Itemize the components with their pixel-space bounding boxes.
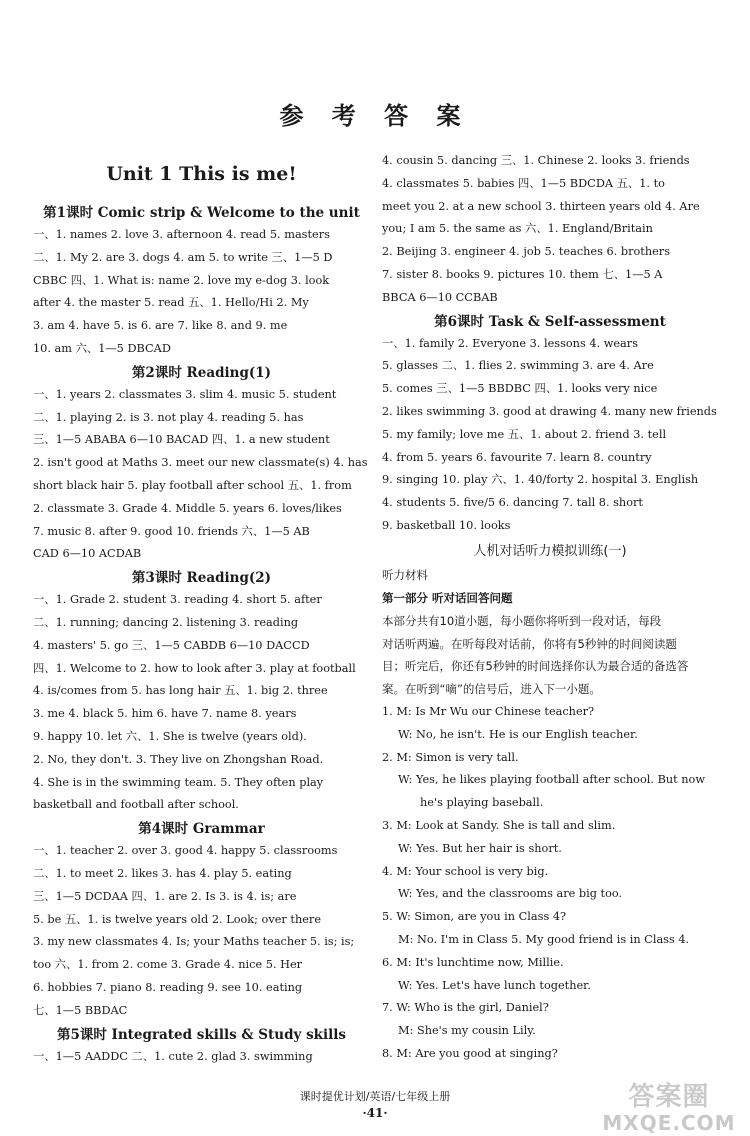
answer-line: 7. music 8. after 9. good 10. friends 六、1—5 AB xyxy=(33,524,310,538)
lesson-heading: 第3课时 Reading(2) xyxy=(131,570,272,587)
answer-line: 二、1. to meet 2. likes 3. has 4. play 5. eating xyxy=(33,866,292,880)
dialogue-reply: W: Yes, and the classrooms are big too. xyxy=(398,887,623,901)
dialogue-line: 4. M: Your school is very big. xyxy=(382,864,549,878)
dialogue-line: 6. M: It's lunchtime now, Millie. xyxy=(382,955,564,969)
answer-line: 5. comes 三、1—5 BBDBC 四、1. looks very nice xyxy=(382,382,658,396)
answer-line: BBCA 6—10 CCBAB xyxy=(382,290,498,304)
answer-line: 4. classmates 5. babies 四、1—5 BDCDA 五、1. to xyxy=(382,176,665,190)
left-column xyxy=(33,150,370,1068)
dialogue-reply: M: She's my cousin Lily. xyxy=(398,1024,536,1038)
answer-line: CAD 6—10 ACDAB xyxy=(33,547,142,561)
section-title: 人机对话听力模拟训练(一) xyxy=(473,543,627,559)
answer-line: 3. am 4. have 5. is 6. are 7. like 8. and 9. me xyxy=(33,319,288,333)
lesson-heading: 第5课时 Integrated skills & Study skills xyxy=(56,1026,347,1043)
answer-line: 一、1. names 2. love 3. afternoon 4. read 5. masters xyxy=(33,228,330,241)
page-footer: 课时提优计划/英语/七年级上册 xyxy=(299,1090,451,1103)
answer-line: basketball and football after school. xyxy=(33,798,239,812)
answer-line: 一、1. teacher 2. over 3. good 4. happy 5. classrooms xyxy=(33,844,338,858)
instruction-line: 案。在听到“嘀”的信号后，进入下一小题。 xyxy=(382,682,601,697)
answer-line: 4. from 5. years 6. favourite 7. learn 8. country xyxy=(382,450,652,464)
answer-line: 9. happy 10. let 六、1. She is twelve (years old). xyxy=(33,729,307,743)
dialogue-line: 8. M: Are you good at singing? xyxy=(382,1046,558,1060)
answer-line: 5. my family; love me 五、1. about 2. friend 3. tell xyxy=(382,427,667,441)
answer-line: 5. be 五、1. is twelve years old 2. Look; over there xyxy=(33,912,321,926)
answer-line: 4. is/comes from 5. has long hair 五、1. big 2. three xyxy=(33,684,328,698)
answer-line: 2. Beijing 3. engineer 4. job 5. teaches 6. brothers xyxy=(382,245,670,259)
answer-line: 七、1—5 BBDAC xyxy=(33,1003,128,1017)
watermark-line1: 答案圈 xyxy=(628,1082,710,1112)
left-answer-blocks xyxy=(33,202,370,1068)
watermark-logo xyxy=(598,1082,740,1135)
page-number: ·41· xyxy=(362,1106,388,1120)
answer-line: 5. glasses 二、1. flies 2. swimming 3. are 4. Are xyxy=(382,359,654,373)
answer-line: 2. No, they don't. 3. They live on Zhongshan Road. xyxy=(33,752,324,766)
dialogue-reply: W: Yes. But her hair is short. xyxy=(398,841,562,855)
dialogue-reply: W: No, he isn't. He is our English teacher. xyxy=(398,727,638,741)
answer-line: 四、1. Welcome to 2. how to look after 3. play at football xyxy=(33,661,356,675)
answer-line: 二、1. playing 2. is 3. not play 4. reading 5. has xyxy=(33,410,304,424)
answer-line: 9. singing 10. play 六、1. 40/forty 2. hospital 3. English xyxy=(382,473,699,487)
right-answer-blocks xyxy=(382,150,718,1066)
dialogue-reply: W: Yes. Let's have lunch together. xyxy=(398,978,591,992)
answer-line: 7. sister 8. books 9. pictures 10. them 七、1—5 A xyxy=(382,267,663,281)
answer-line: 二、1. running; dancing 2. listening 3. reading xyxy=(33,615,299,629)
answer-line: 2. isn't good at Maths 3. meet our new classmate(s) 4. has xyxy=(33,456,368,470)
answer-line: 二、1. My 2. are 3. dogs 4. am 5. to write 三、1—5 D xyxy=(33,250,333,264)
answer-line: 一、1. years 2. classmates 3. slim 4. music 5. student xyxy=(33,387,337,401)
answer-line: you; I am 5. the same as 六、1. England/Britain xyxy=(382,222,653,236)
answer-line: 4. cousin 5. dancing 三、1. Chinese 2. looks 3. friends xyxy=(382,154,690,167)
answer-line: 4. masters' 5. go 三、1—5 CABDB 6—10 DACCD xyxy=(33,638,310,652)
right-column xyxy=(382,150,718,1066)
answer-line: 4. students 5. five/5 6. dancing 7. tall 8. short xyxy=(382,496,643,510)
lesson-heading: 第4课时 Grammar xyxy=(138,821,265,838)
dialogue-line: 1. M: Is Mr Wu our Chinese teacher? xyxy=(382,704,595,718)
material-label: 听力材料 xyxy=(382,567,428,582)
page-title: 参 考 答 案 xyxy=(279,102,471,130)
answer-line: too 六、1. from 2. come 3. Grade 4. nice 5. Her xyxy=(33,958,303,972)
dialogue-line: 3. M: Look at Sandy. She is tall and slim. xyxy=(382,818,616,832)
lesson-heading: 第6课时 Task & Self-assessment xyxy=(434,313,666,330)
watermark-line2: MXQE.COM xyxy=(602,1111,736,1135)
answer-line: 2. classmate 3. Grade 4. Middle 5. years 6. loves/likes xyxy=(33,501,342,515)
answer-line: 三、1—5 DCDAA 四、1. are 2. Is 3. is 4. is; are xyxy=(33,889,297,903)
lesson-heading: 第1课时 Comic strip & Welcome to the unit xyxy=(43,205,360,221)
answer-line: 4. She is in the swimming team. 5. They often play xyxy=(33,775,324,789)
dialogue-reply: M: No. I'm in Class 5. My good friend is in Class 4. xyxy=(398,932,690,946)
dialogue-line: 2. M: Simon is very tall. xyxy=(382,750,519,764)
answer-line: CBBC 四、1. What is: name 2. love my e-dog 3. look xyxy=(33,273,330,287)
part-label: 第一部分 听对话回答问题 xyxy=(382,590,513,605)
answer-line: 2. likes swimming 3. good at drawing 4. many new friends xyxy=(382,404,717,418)
unit-heading: Unit 1 This is me! xyxy=(106,163,297,185)
answer-line: 6. hobbies 7. piano 8. reading 9. see 10. eating xyxy=(33,980,303,994)
dialogue-reply: W: Yes, he likes playing football after school. But now xyxy=(398,773,706,787)
dialogue-line: 5. W: Simon, are you in Class 4? xyxy=(382,910,567,924)
answer-line: after 4. the master 5. read 五、1. Hello/Hi 2. My xyxy=(33,296,309,310)
instruction-line: 目；听完后，你还有5秒钟的时间选择你认为最合适的备选答 xyxy=(382,659,689,674)
lesson-heading: 第2课时 Reading(1) xyxy=(131,364,272,381)
dialogue-line: 7. W: Who is the girl, Daniel? xyxy=(382,1001,549,1015)
answer-line: short black hair 5. play football after school 五、1. from xyxy=(33,478,352,492)
dialogue-continuation: he's playing baseball. xyxy=(420,796,544,810)
answer-line: 一、1. Grade 2. student 3. reading 4. short 5. after xyxy=(33,593,322,607)
instruction-line: 对话听两遍。在听每段对话前，你将有5秒钟的时间阅读题 xyxy=(382,636,677,651)
answer-line: 3. me 4. black 5. him 6. have 7. name 8. years xyxy=(33,707,297,721)
answer-line: 一、1—5 AADDC 二、1. cute 2. glad 3. swimming xyxy=(33,1049,313,1063)
answer-line: 3. my new classmates 4. Is; your Maths teacher 5. is; is; xyxy=(33,935,355,949)
answer-line: meet you 2. at a new school 3. thirteen years old 4. Are xyxy=(382,199,700,213)
answer-line: 10. am 六、1—5 DBCAD xyxy=(33,341,171,355)
answer-line: 9. basketball 10. looks xyxy=(382,518,511,532)
instruction-line: 本部分共有10道小题，每小题你将听到一段对话，每段 xyxy=(382,613,662,628)
answer-line: 一、1. family 2. Everyone 3. lessons 4. wears xyxy=(382,336,638,350)
answer-line: 三、1—5 ABABA 6—10 BACAD 四、1. a new student xyxy=(33,433,330,447)
